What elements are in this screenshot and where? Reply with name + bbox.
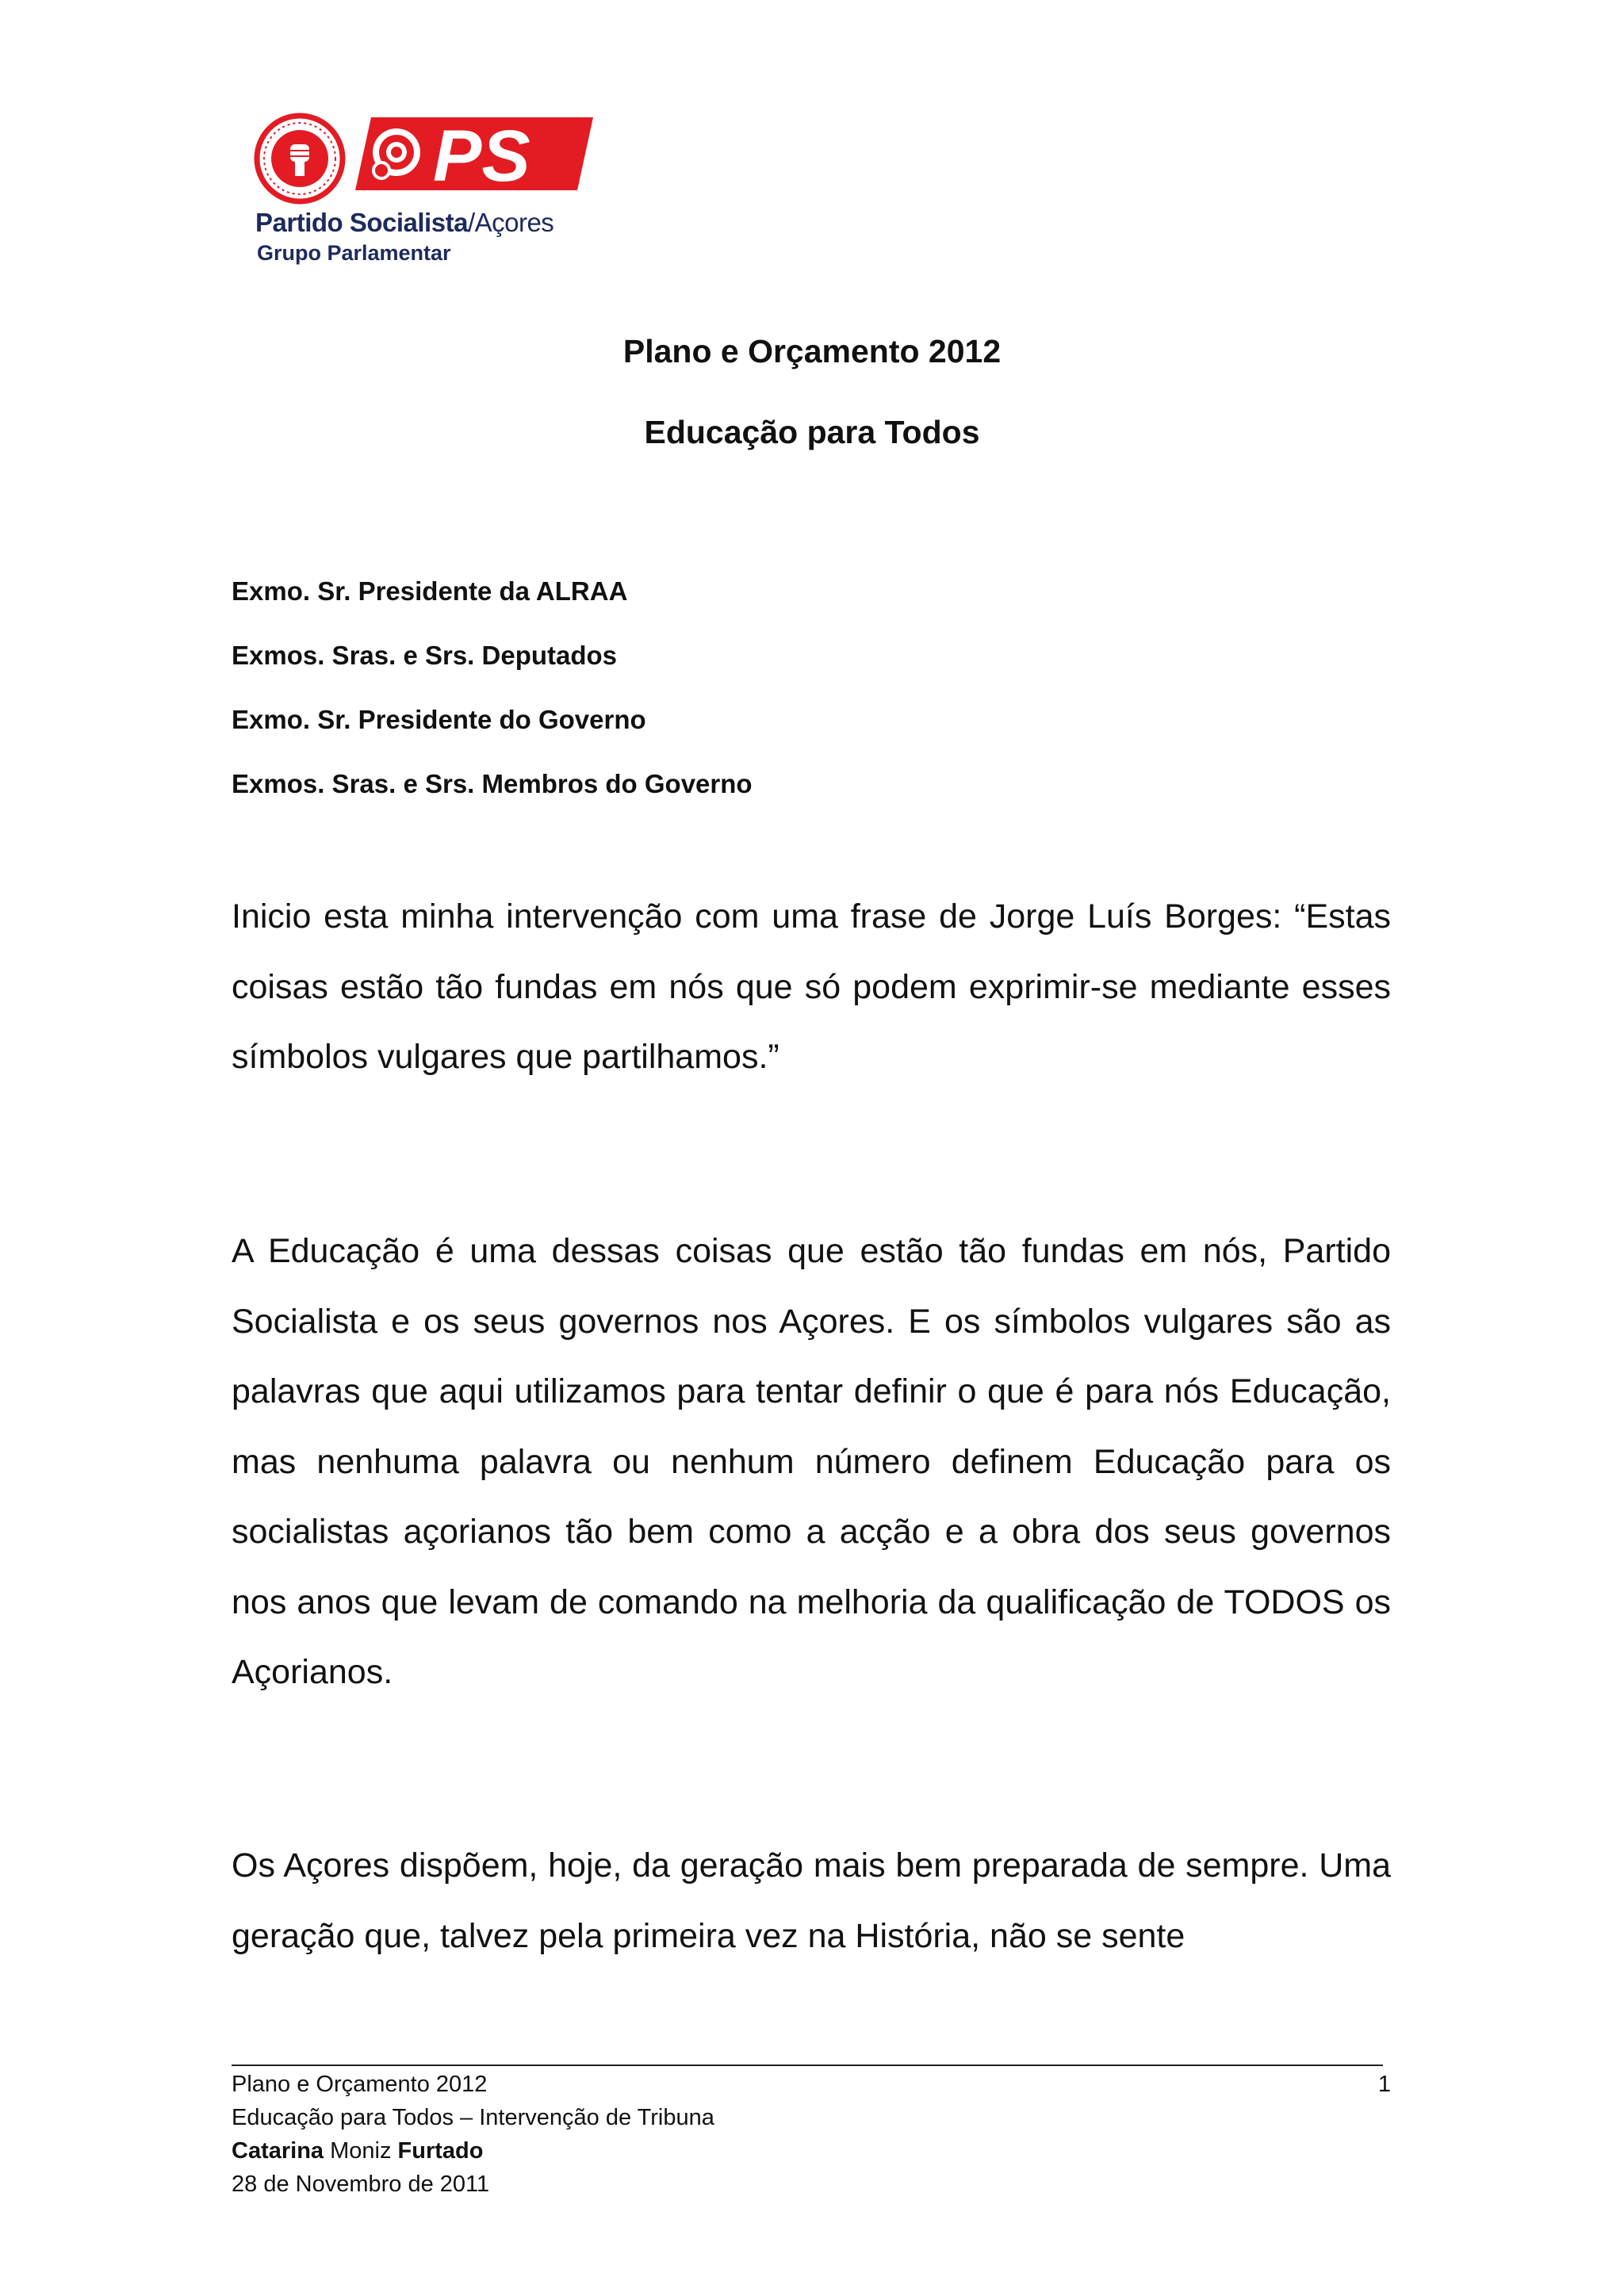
party-subtitle: Grupo Parlamentar: [257, 241, 451, 265]
document-title: Plano e Orçamento 2012: [622, 333, 1002, 369]
party-name: [255, 208, 553, 238]
party-name-region: /Açores: [467, 208, 554, 237]
seal-icon: [257, 116, 343, 201]
salutation-line: Exmos. Sras. e Srs. Deputados: [232, 641, 618, 670]
body-paragraph: Os Açores dispõem, hoje, da geração mais bem preparada de sempre. Uma geração que, talvez pela primeira vez na História, não se sente: [232, 1846, 1391, 1955]
page-footer: [232, 2068, 1391, 2201]
footer-date: 28 de Novembro de 2011: [232, 2172, 490, 2197]
party-name-bold: Partido Socialista: [255, 208, 468, 237]
body-paragraph: Inicio esta minha intervenção com uma frase de Jorge Luís Borges: “Estas coisas estão tão fundas em nós que só podem exprimir-se mediante esses símbolos vulgares que partilhamos.”: [232, 897, 1391, 1076]
ps-emblem-graphic: [252, 111, 601, 206]
body-paragraph: A Educação é uma dessas coisas que estão tão fundas em nós, Partido Socialista e os seus governos nos Açores. E os símbolos vulgares são as palavras que aqui utilizamos para tentar definir o que é para nós Educação, mas nenhuma palavra ou nenhum número definem Educação para os socialistas açorianos tão bem como a acção e a obra dos seus governos nos anos que levam de comando na melhoria da qualificação de TODOS os Açorianos.: [232, 1232, 1391, 1691]
page-number: 1: [1377, 2072, 1391, 2097]
svg-text:PS: PS: [433, 116, 530, 197]
salutation-line: Exmos. Sras. e Srs. Membros do Governo: [232, 769, 753, 798]
footer-plan-title: Plano e Orçamento 2012: [232, 2072, 488, 2097]
footer-divider: [232, 2064, 1383, 2066]
author-last-name: Furtado: [397, 2138, 484, 2164]
footer-speech-title: Educação para Todos – Intervenção de Tribuna: [232, 2105, 714, 2130]
salutations-list: [232, 571, 1389, 828]
footer-author: [232, 2134, 1391, 2168]
document-subtitle: Educação para Todos: [644, 414, 980, 450]
party-logo: [252, 111, 601, 277]
ps-banner-icon: [355, 116, 593, 197]
author-middle-name: Moniz: [330, 2138, 392, 2164]
author-first-name: Catarina: [232, 2138, 324, 2164]
salutation-line: Exmo. Sr. Presidente do Governo: [232, 705, 646, 734]
salutation-line: Exmo. Sr. Presidente da ALRAA: [232, 576, 628, 606]
